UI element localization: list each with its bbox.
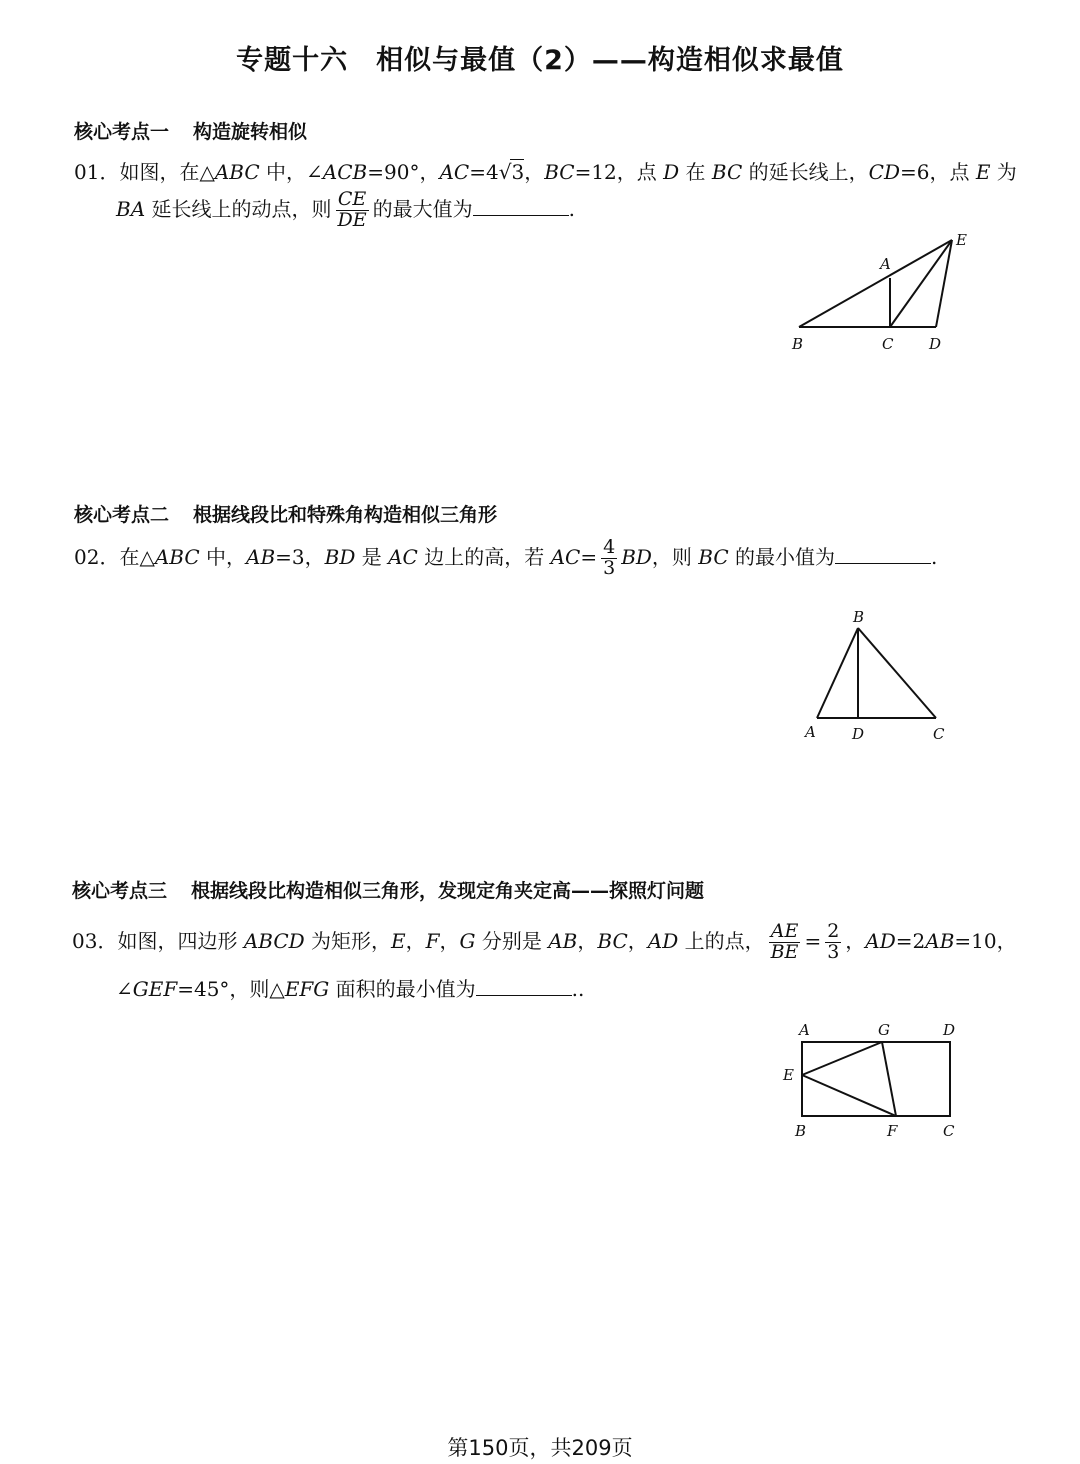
text: ， (524, 160, 545, 184)
text: 的最小值为 (728, 544, 836, 569)
math: AD (865, 928, 896, 953)
section-topic: 根据线段比和特殊角构造相似三角形 (193, 504, 498, 526)
fraction-denominator: 3 (603, 556, 616, 579)
fraction-numerator: 2 (827, 920, 840, 942)
text: 是 (355, 544, 389, 569)
sqrt-radicand: 3 (511, 160, 525, 184)
problem-3-line-2 (116, 973, 584, 1002)
text: 上的点， (678, 928, 765, 953)
point-label-g: G (878, 1021, 890, 1039)
math: ABC (154, 544, 200, 569)
math: BC (544, 160, 575, 184)
segment-ab (817, 628, 858, 718)
math: GEF (132, 977, 178, 1001)
text: 在△ (119, 544, 155, 569)
text: =90°， (367, 160, 440, 184)
fraction (769, 922, 801, 963)
fraction-denominator: BE (770, 940, 799, 963)
point-label-c: C (943, 1122, 955, 1140)
text: 延长线上的动点，则 (145, 196, 332, 221)
text: . (568, 196, 575, 221)
fraction-denominator: DE (337, 208, 367, 231)
math: AC (550, 544, 581, 569)
segment-bc (858, 628, 936, 718)
figure-1 (780, 225, 1020, 365)
text: =2 (895, 928, 926, 953)
math: ACB (322, 160, 368, 184)
text: ， (627, 928, 648, 953)
text: =3， (275, 544, 325, 569)
text: 的最大值为 (372, 196, 473, 221)
text: ∠ (116, 977, 133, 1001)
text: =45°，则△ (177, 977, 285, 1001)
text: 的延长线上， (742, 160, 869, 184)
text: = (580, 544, 598, 569)
section-topic: 构造旋转相似 (193, 121, 308, 143)
section-label: 核心考点二 (74, 504, 170, 526)
segment-de (936, 240, 952, 327)
fraction-numerator: AE (770, 920, 799, 942)
fraction-numerator: 4 (603, 536, 616, 558)
section-heading-2 (74, 500, 497, 527)
text: 在 (679, 160, 712, 184)
math: G (459, 928, 476, 953)
section-label: 核心考点三 (72, 880, 168, 902)
text: ， (405, 928, 426, 953)
text: 边上的高，若 (417, 544, 551, 569)
point-label-a: A (805, 723, 816, 741)
math: AB (246, 544, 276, 569)
text: 中，∠ (259, 160, 323, 184)
fraction-numerator: CE (337, 188, 367, 210)
text: = (804, 928, 822, 953)
segment-ce (890, 240, 952, 327)
text: ， (439, 928, 460, 953)
page-title: 专题十六 相似与最值（2）——构造相似求最值 (236, 45, 844, 76)
math: BD (621, 544, 652, 569)
math: AC (439, 160, 470, 184)
page-number: 第150页，共209页 (447, 1436, 633, 1460)
math: E (391, 928, 406, 953)
math: AD (647, 928, 679, 953)
section-label: 核心考点一 (74, 121, 170, 143)
segment-eg (802, 1042, 882, 1075)
math: E (975, 160, 991, 184)
math: ABC (214, 160, 260, 184)
problem-number: 03． (72, 928, 118, 953)
point-label-c: C (933, 725, 945, 743)
section-heading-1 (74, 117, 307, 144)
problem-1-line-2 (116, 190, 575, 231)
text: 如图，四边形 (117, 928, 244, 953)
segment-gf (882, 1042, 896, 1116)
math: F (425, 928, 440, 953)
segment-be (799, 240, 952, 327)
text: 如图，在△ (119, 160, 215, 184)
answer-blank (835, 545, 931, 564)
segment-ef (802, 1075, 896, 1116)
math: CD (868, 160, 900, 184)
problem-2-line-1 (74, 538, 937, 579)
fraction-denominator: 3 (827, 940, 840, 963)
math: BC (698, 544, 729, 569)
section-topic: 根据线段比构造相似三角形，发现定角夹定高——探照灯问题 (191, 880, 705, 902)
figure-2 (795, 600, 965, 750)
problem-1-line-1: 01．如图，在△ABC 中，∠ACB=90°，AC=4√3，BC=12，点 D 在 BC 的延长线上，CD=6，点 E 为 (74, 160, 1017, 184)
fraction (336, 190, 369, 231)
problem-3-line-1 (72, 922, 1017, 963)
point-label-e: E (783, 1066, 794, 1084)
point-label-d: D (943, 1021, 956, 1039)
text: 中， (199, 544, 247, 569)
rectangle-abcd (802, 1042, 950, 1116)
math: BC (597, 928, 628, 953)
text: 面积的最小值为 (329, 977, 476, 1001)
figure-3 (775, 1015, 975, 1150)
text: 分别是 (475, 928, 549, 953)
answer-blank (476, 977, 572, 996)
problem-number: 01． (74, 160, 120, 184)
math: ABCD (243, 928, 305, 953)
point-label-b: B (795, 1122, 807, 1140)
math: D (663, 160, 680, 184)
point-label-d: D (852, 725, 865, 743)
fraction (601, 538, 617, 579)
text: 为矩形， (304, 928, 392, 953)
section-heading-3 (72, 876, 704, 903)
math: AB (548, 928, 578, 953)
point-label-b: B (792, 335, 804, 353)
answer-blank (473, 197, 569, 216)
point-label-c: C (882, 335, 894, 353)
text: .. (571, 977, 585, 1001)
point-label-b: B (853, 608, 865, 626)
text: =4 (469, 160, 499, 184)
point-label-d: D (929, 335, 942, 353)
math: BA (116, 196, 146, 221)
fraction (825, 922, 841, 963)
math: AB (925, 928, 955, 953)
text: =12，点 (574, 160, 664, 184)
point-label-a: A (799, 1021, 810, 1039)
math: BC (711, 160, 743, 184)
math: EFG (284, 977, 330, 1001)
math: AC (388, 544, 418, 569)
text: ， (577, 928, 598, 953)
text: . (931, 544, 938, 569)
point-label-e: E (956, 231, 967, 249)
text: =6，点 (899, 160, 976, 184)
problem-number: 02． (74, 544, 120, 569)
text: ，则 (651, 544, 699, 569)
text: 为 (990, 160, 1017, 184)
text: ， (845, 928, 866, 953)
math: BD (324, 544, 356, 569)
point-label-f: F (887, 1122, 898, 1140)
point-label-a: A (880, 255, 891, 273)
text: =10， (954, 928, 1017, 953)
